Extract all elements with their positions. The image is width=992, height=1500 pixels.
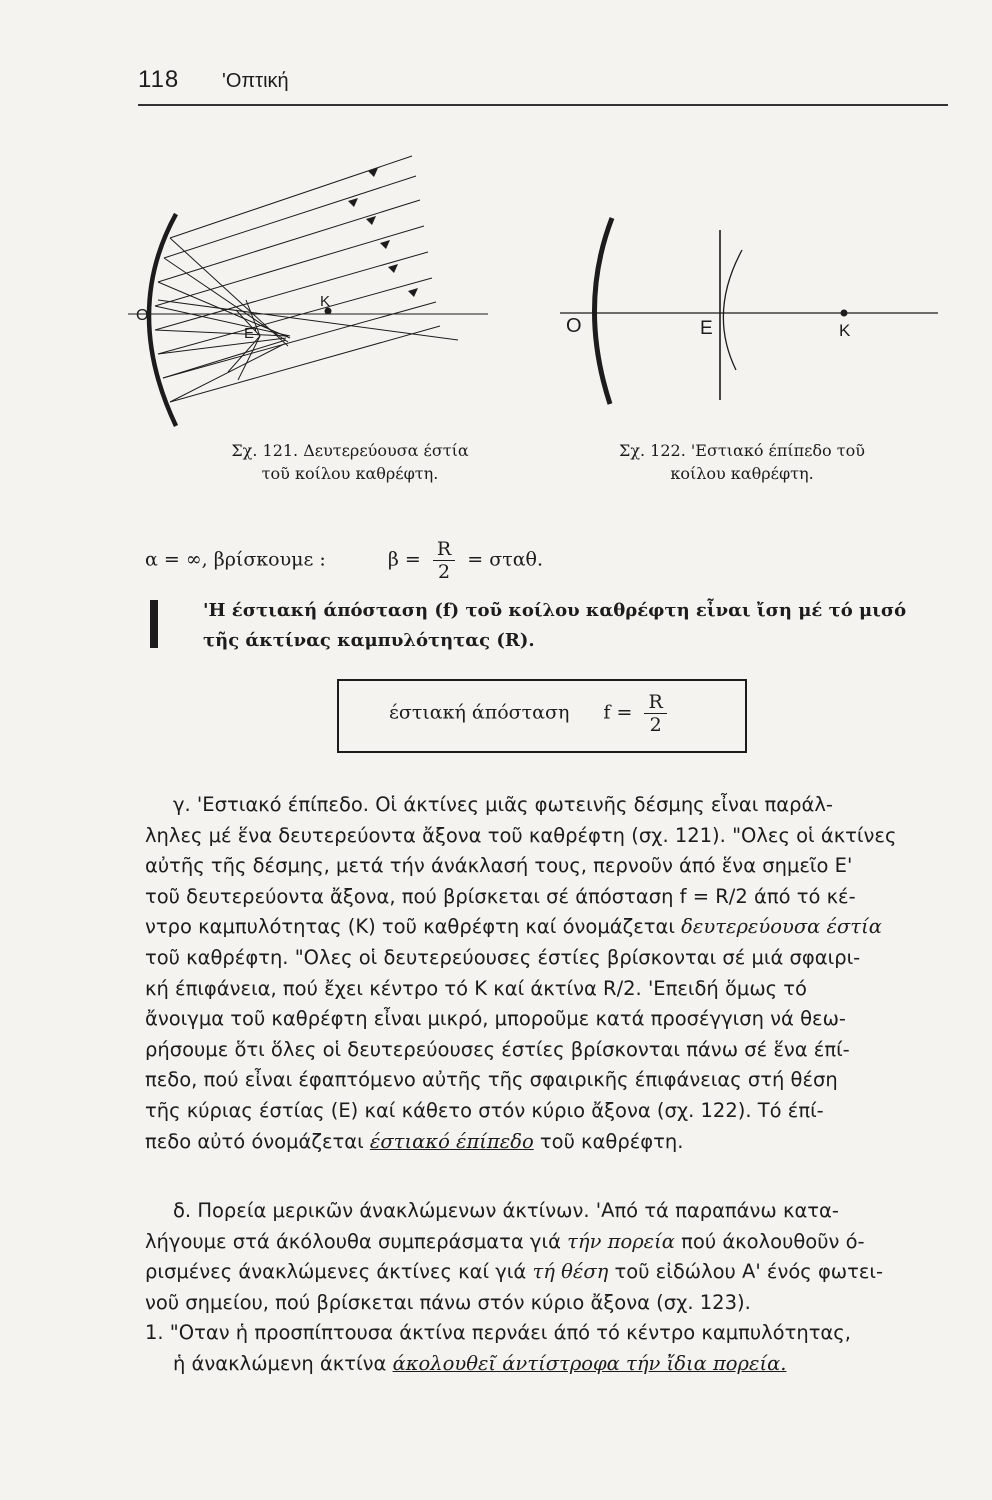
margin-bar: [150, 600, 158, 648]
formula-rhs: = σταθ.: [467, 548, 544, 571]
label-K: K: [839, 321, 851, 340]
header-rule: [138, 104, 948, 106]
gamma-line-6: τοῦ καθρέφτη. "Ολες οἱ δευτερεύουσες έστίες βρίσκονται σέ μιά σφαιρι-: [145, 945, 861, 969]
term-secondary-focus: δευτερεύουσα έστία: [681, 915, 882, 939]
delta-line-3: [145, 1257, 948, 1288]
delta-item1-line2: [145, 1349, 948, 1380]
gamma-line-1: γ. 'Εστιακό έπίπεδο. Οἱ άκτίνες μιᾶς φωτεινῆς δέσμης εἶναι παράλ-: [173, 793, 833, 816]
gamma-line-10: πεδο, πού εἶναι έφαπτόμενο αὐτῆς τῆς σφαιρικῆς έπιφάνειας στή θέση: [145, 1068, 838, 1092]
boxed-focal-length-formula: [337, 679, 747, 753]
statement-line2: τῆς άκτίνας καμπυλότητας (R).: [203, 630, 535, 651]
delta-line-3-a: ρισμένες άνακλώμενες άκτίνες καί γιά: [145, 1260, 527, 1284]
boxed-fraction: [644, 691, 666, 736]
term-focal-plane: έστιακό έπίπεδο: [369, 1129, 534, 1153]
boxed-lhs: f =: [603, 701, 633, 724]
ray-arrowheads: [348, 168, 418, 297]
term-path: τήν πορεία: [567, 1229, 675, 1253]
fraction-denominator: 2: [438, 561, 451, 583]
formula-beta-constant: [145, 538, 543, 588]
gamma-line-12-tail: τοῦ καθρέφτη.: [539, 1129, 684, 1153]
incident-rays: [155, 156, 440, 402]
gamma-line-9: ρήσουμε ὅτι ὅλες οἱ δευτερεύουσες έστίες βρίσκονται πάνω σέ ἕνα έπί-: [145, 1037, 850, 1061]
focal-sphere-arc: [723, 250, 742, 370]
delta-item1-line1: 1. "Οταν ἡ προσπίπτουσα άκτίνα περνάει άπό τό κέντρο καμπυλότητας,: [145, 1321, 851, 1345]
boxed-numerator: R: [644, 691, 666, 714]
statement-line1: 'Η έστιακή άπόσταση (f) τοῦ κοίλου καθρέφτη εἶναι ἴση μέ τό μισό: [203, 600, 907, 621]
label-E-prime: E': [244, 325, 257, 342]
gamma-line-5: [145, 912, 948, 943]
caption-122-line1: Σχ. 122. 'Εστιακό έπίπεδο τοῦ: [619, 441, 865, 460]
term-reverse-path: άκολουθεῖ άντίστροφα τήν ἴδια πορεία.: [392, 1351, 787, 1375]
term-position: τή θέση: [532, 1260, 609, 1284]
center-K-point: [841, 310, 848, 317]
delta-line-2: [145, 1227, 948, 1258]
section-delta-text: [145, 1196, 948, 1380]
label-K: K: [320, 293, 331, 310]
gamma-line-8: ἄνοιγμα τοῦ καθρέφτη εἶναι μικρό, μποροῦμε κατά προσέγγιση νά θεω-: [145, 1007, 846, 1031]
fraction-R-over-2: [433, 538, 455, 583]
concave-mirror-arc: [594, 218, 612, 404]
section-gamma-text: [145, 790, 948, 1157]
caption-122-line2: κοίλου καθρέφτη.: [670, 464, 814, 483]
formula-lhs: β =: [387, 548, 421, 571]
delta-item1-line2-a: ἡ άνακλώμενη άκτίνα: [173, 1351, 387, 1375]
running-title: 'Οπτική: [222, 70, 289, 92]
delta-line-2-a: λήγουμε στά άκόλουθα συμπεράσματα γιά: [145, 1229, 561, 1253]
gamma-line-11: τῆς κύριας έστίας (Ε) καί κάθετο στόν κύριο ἄξονα (σχ. 122). Τό έπί-: [145, 1098, 824, 1122]
delta-line-2-b: πού άκολουθοῦν ό-: [681, 1229, 865, 1253]
reflected-rays: [155, 238, 290, 402]
label-E: E: [700, 318, 713, 339]
focal-length-statement: [203, 596, 948, 656]
boxed-denominator: 2: [649, 714, 662, 736]
gamma-line-12: [145, 1127, 948, 1158]
delta-line-4: νοῦ σημείου, πού βρίσκεται πάνω στόν κύριο ἄξονα (σχ. 123).: [145, 1290, 751, 1314]
delta-line-1: δ. Πορεία μερικῶν άνακλώμενων άκτίνων. 'Από τά παραπάνω κατα-: [173, 1199, 839, 1222]
gamma-line-4: τοῦ δευτερεύοντα ἄξονα, πού βρίσκεται σέ άπόσταση f = R/2 άπό τό κέ-: [145, 884, 856, 908]
caption-121-line1: Σχ. 121. Δευτερεύουσα έστία: [231, 441, 469, 460]
delta-line-3-b: τοῦ εἰδώλου Α' ένός φωτει-: [614, 1260, 884, 1284]
caption-121-line2: τοῦ κοίλου καθρέφτη.: [261, 464, 439, 483]
gamma-line-12-text: πεδο αὐτό όνομάζεται: [145, 1129, 364, 1153]
concave-mirror-arc: [149, 214, 176, 426]
gamma-line-5-text: ντρο καμπυλότητας (Κ) τοῦ καθρέφτη καί όνομάζεται: [145, 915, 675, 939]
formula-prefix: α = ∞, βρίσκουμε :: [145, 548, 326, 571]
figure-122-diagram: [560, 210, 940, 410]
fraction-numerator: R: [433, 538, 455, 561]
gamma-line-2: ληλες μέ ἕνα δευτερεύοντα ἄξονα τοῦ καθρέφτη (σχ. 121). "Ολες οἱ άκτίνες: [145, 823, 897, 847]
figure-121-diagram: [128, 140, 488, 430]
gamma-line-7: κή έπιφάνεια, πού ἔχει κέντρο τό Κ καί άκτίνα R/2. 'Επειδή ὅμως τό: [145, 976, 807, 1000]
page-number: 118: [138, 66, 180, 93]
figure-122-caption: [592, 439, 892, 485]
figure-121-caption: [200, 439, 500, 485]
gamma-line-3: αὐτῆς τῆς δέσμης, μετά τήν άνάκλασή τους, περνοῦν άπό ἕνα σημεῖο Ε': [145, 854, 853, 878]
label-O: O: [566, 315, 582, 337]
label-O: O: [136, 307, 149, 324]
boxed-label: έστιακή άπόσταση: [389, 701, 570, 724]
